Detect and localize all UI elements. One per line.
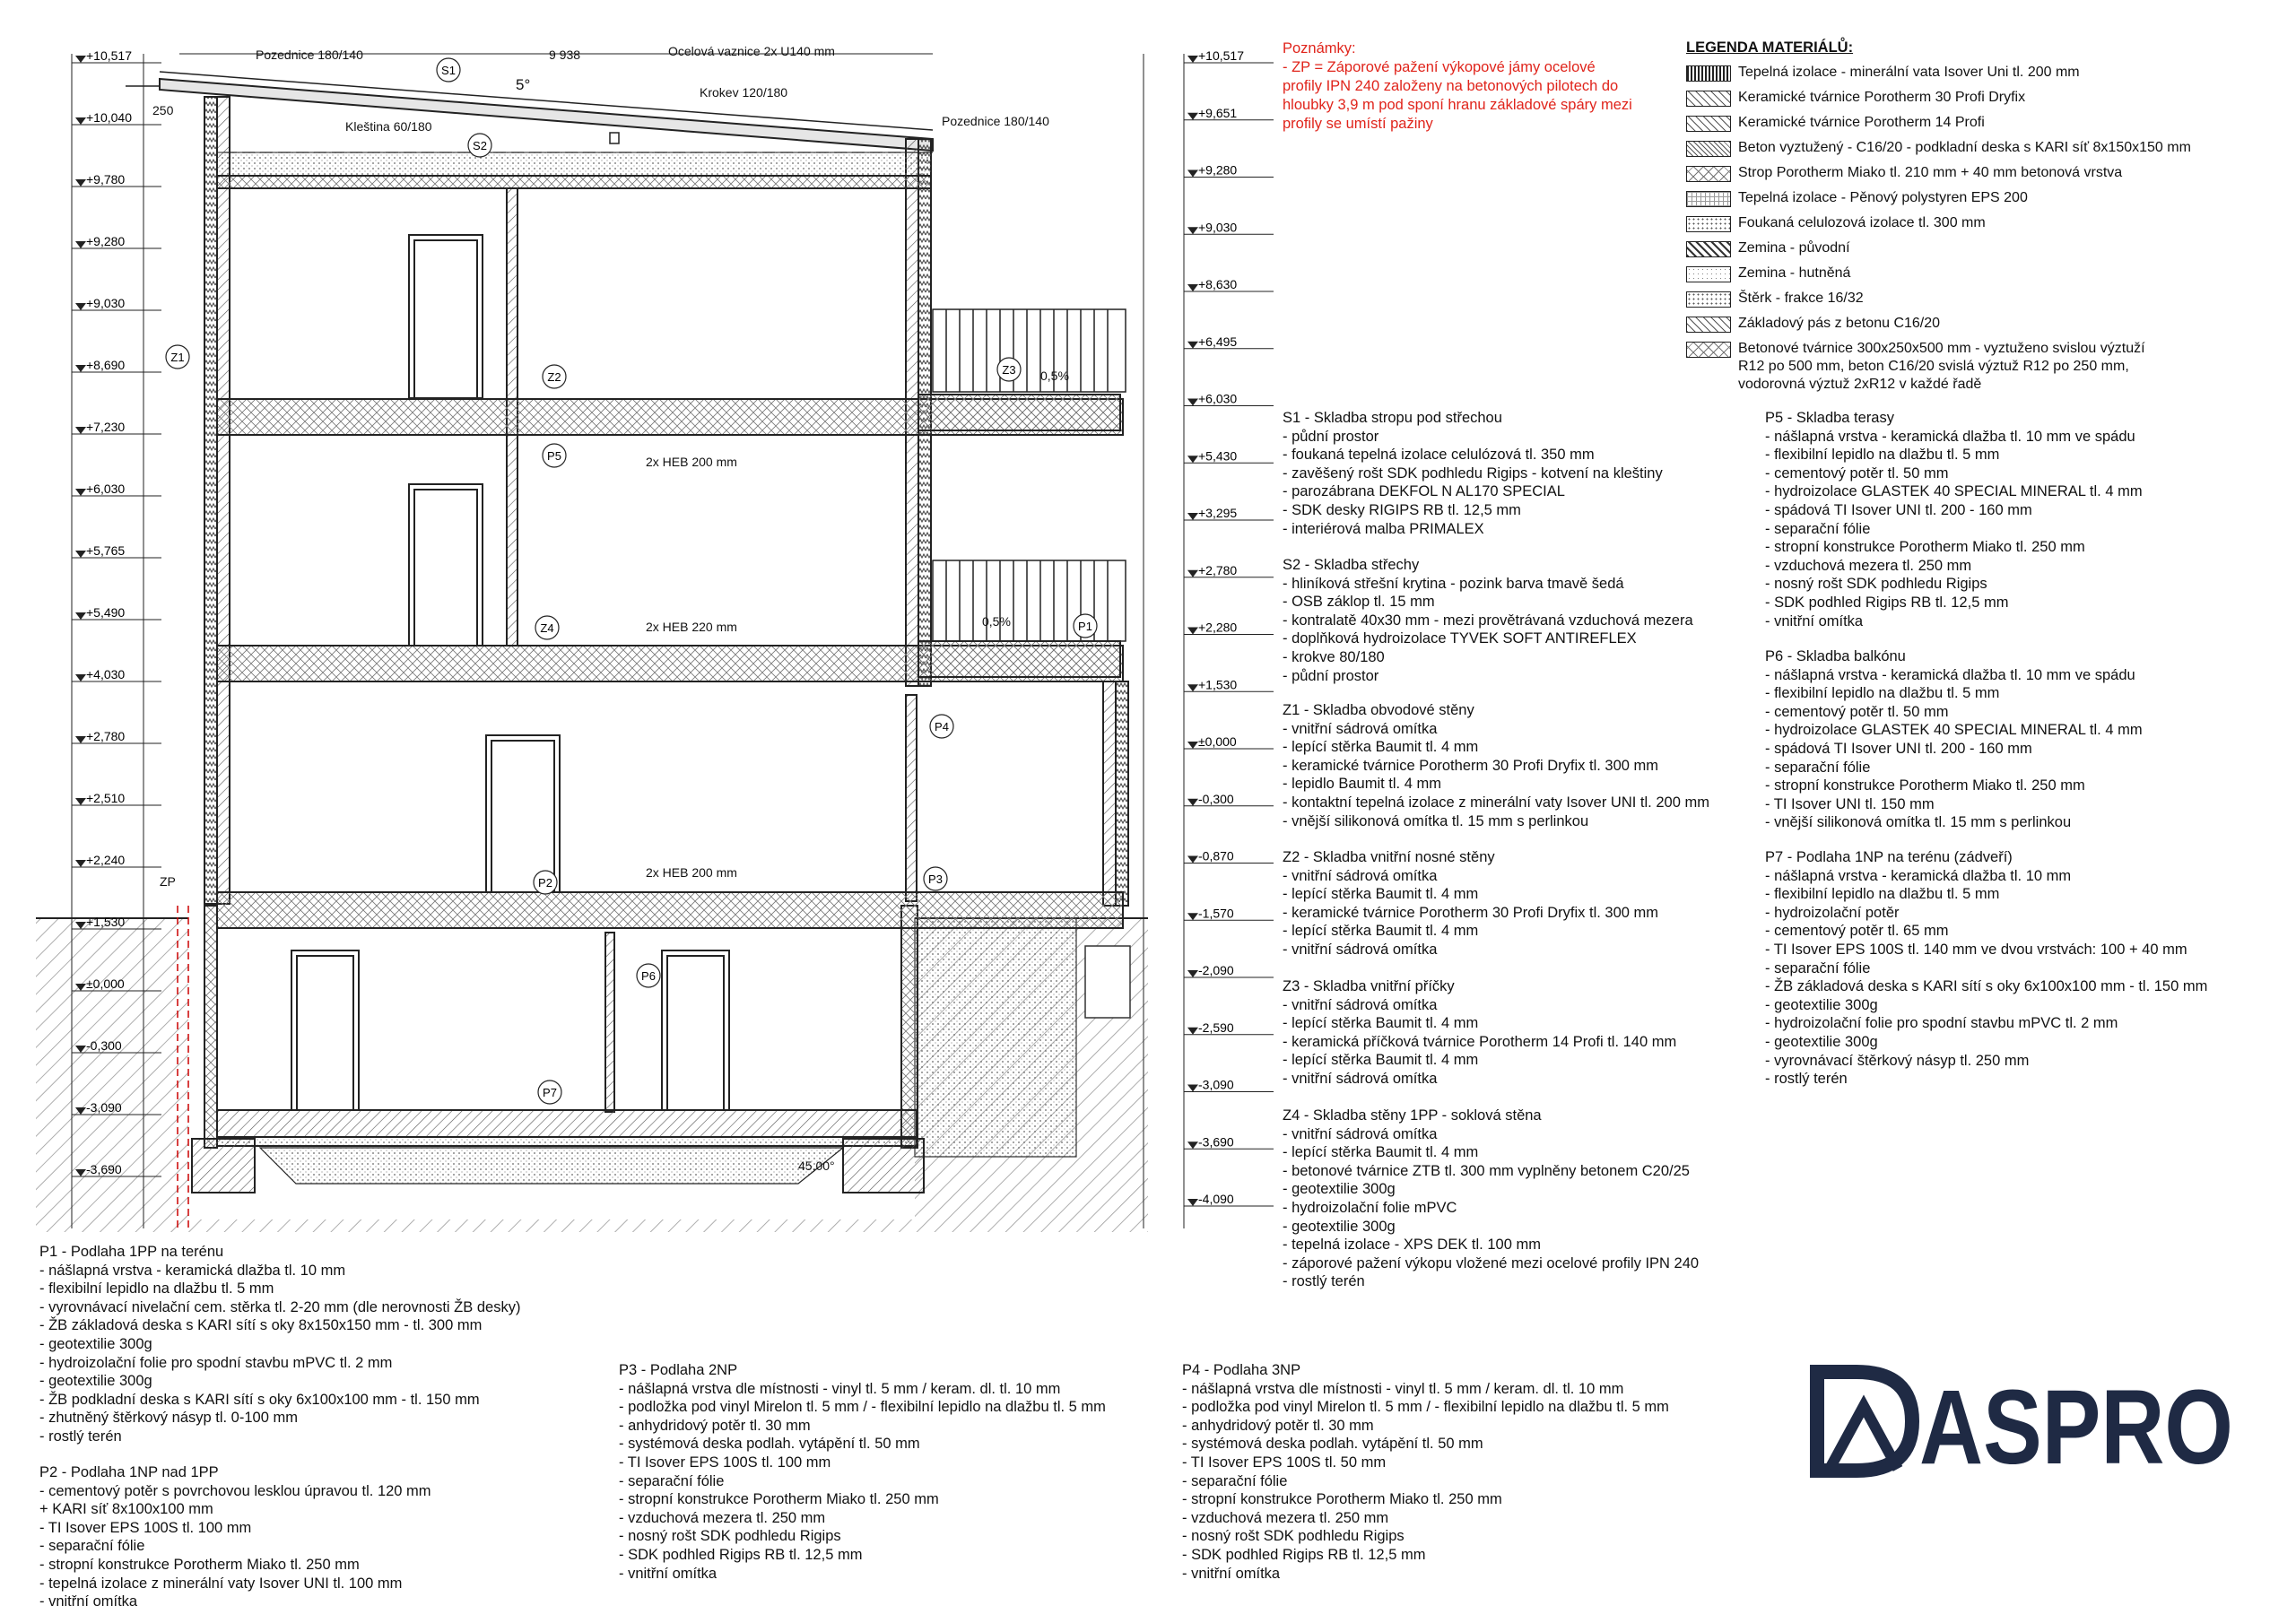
block-p3 [619,1361,1106,1583]
block-line: - nosný rošt SDK podhledu Rigips [1765,576,1987,593]
block-line: - lepidlo Baumit tl. 4 mm [1283,776,1441,793]
level-label: -3,090 [86,1100,122,1115]
level-label: -2,590 [1198,1020,1234,1035]
block-line: - nášlapná vrstva - keramická dlažba tl. 10 mm ve spádu [1765,428,2135,445]
level-triangle [1187,342,1198,349]
level-triangle [1187,742,1198,749]
block-line: - geotextilie 300g [1765,996,1878,1013]
block-line: - geotextilie 300g [39,1335,152,1352]
level-triangle [75,551,86,558]
label-klestina: Kleština 60/180 [345,119,432,134]
block-line: - separační fólie [619,1472,725,1489]
block-line: - betonové tvárnice ZTB tl. 300 mm vyplněny betonem C20/25 [1283,1162,1690,1179]
block-line: - spádová TI Isover UNI tl. 200 - 160 mm [1765,740,2032,757]
block-line: - separační fólie [1765,759,1871,776]
level-triangle [75,736,86,743]
materials-legend [1686,39,2278,394]
tag-label: P6 [641,969,656,983]
level-label: +9,651 [1198,105,1238,120]
block-p5 [1765,409,2143,630]
block-line: - stropní konstrukce Porotherm Miako tl. 250 mm [39,1556,360,1573]
notes-line-2: profily IPN 240 založeny na betonových pilotech do [1283,78,1619,94]
block-line: - parozábrana DEKFOL N AL170 SPECIAL [1283,483,1565,500]
block-p2 [39,1463,431,1611]
railings [933,309,1126,641]
level-triangle [1187,570,1198,577]
block-line: - tepelná izolace - XPS DEK tl. 100 mm [1283,1237,1541,1254]
level-triangle [1187,856,1198,864]
level-label: -3,090 [1198,1077,1234,1092]
legend-title: LEGENDA MATERIÁLŮ: [1686,39,1854,56]
block-line: - hydroizolační folie pro spodní stavbu mPVC tl. 2 mm [39,1354,393,1371]
block-line: - systémová deska podlah. vytápění tl. 50 mm [1182,1436,1483,1453]
block-line: - hliníková střešní krytina - pozink barva tmavě šedá [1283,575,1624,592]
block-title: P1 - Podlaha 1PP na terénu [39,1244,224,1260]
legend-label: Zemina - hutněná [1738,265,1851,281]
block-line: - cementový potěr tl. 50 mm [1765,464,1949,482]
block-line: - cementový potěr tl. 50 mm [1765,703,1949,720]
block-line: - keramické tvárnice Porotherm 30 Profi Dryfix tl. 300 mm [1283,904,1659,921]
legend-swatch [1686,216,1731,232]
block-line: - podložka pod vinyl Mirelon tl. 5 mm / - flexibilní lepidlo na dlažbu tl. 5 mm [619,1399,1106,1416]
block-line: - vyrovnávací štěrkový násyp tl. 250 mm [1765,1052,2030,1069]
block-title: P3 - Podlaha 2NP [619,1362,738,1378]
legend-swatch [1686,166,1731,182]
legend-item [1686,340,2278,394]
block-line: - kontaktní tepelná izolace z minerální vaty Isover UNI tl. 200 mm [1283,794,1709,811]
label-heb-2: 2x HEB 220 mm [646,620,737,634]
level-label: +6,030 [86,482,126,496]
tag-label: P4 [935,720,949,733]
tag-label: Z3 [1002,363,1016,377]
legend-label: Strop Porotherm Miako tl. 210 mm + 40 mm betonová vrstva [1738,165,2123,180]
block-line: - TI Isover EPS 100S tl. 50 mm [1182,1454,1387,1471]
block-line: - nášlapná vrstva - keramická dlažba tl. 10 mm [1765,867,2072,884]
block-line: - ŽB základová deska s KARI sítí s oky 6x100x100 mm - tl. 150 mm [1765,978,2208,995]
legend-item [1686,214,2278,232]
block-title: P7 - Podlaha 1NP na terénu (zádveří) [1765,849,2013,865]
level-label: +10,517 [1198,48,1244,63]
level-triangle [1187,1085,1198,1092]
legend-label: Základový pás z betonu C16/20 [1738,316,1941,331]
legend-item [1686,290,2278,308]
level-label: +2,510 [86,791,126,805]
level-label: +9,780 [86,172,126,187]
legend-label: Zemina - původní [1738,240,1850,256]
block-title: P4 - Podlaha 3NP [1182,1362,1301,1378]
block-line: - ŽB základová deska s KARI sítí s oky 8x150x150 mm - tl. 300 mm [39,1317,483,1334]
label-slope-bottom: 0,5% [982,614,1011,629]
block-line: - geotextilie 300g [39,1373,152,1390]
level-label: -0,300 [1198,791,1234,806]
notes-line-4: profily se umístí pažiny [1283,116,1433,132]
label-zp: ZP [160,874,176,889]
block-line: - hydroizolace GLASTEK 40 SPECIAL MINERAL tl. 4 mm [1765,722,2143,739]
level-triangle [1187,1028,1198,1035]
block-line: - nášlapná vrstva dle místnosti - vinyl tl. 5 mm / keram. dl. tl. 10 mm [619,1380,1061,1397]
block-line: - geotextilie 300g [1283,1181,1396,1198]
tag-label: P2 [538,876,552,890]
level-triangle [1187,799,1198,806]
block-line: - TI Isover EPS 100S tl. 100 mm [619,1454,831,1471]
level-triangle [1187,284,1198,291]
legend-swatch [1686,141,1731,157]
block-line: - flexibilní lepidlo na dlažbu tl. 5 mm [1765,447,2000,464]
daspro-logo [1812,1363,2242,1487]
block-z1 [1283,701,1709,830]
block-line: - krokve 80/180 [1283,648,1385,665]
tag-label: P5 [547,449,561,463]
block-line: - SDK podhled Rigips RB tl. 12,5 mm [1182,1546,1426,1563]
level-label: +5,430 [1198,448,1238,464]
legend-item [1686,89,2278,107]
block-title: Z3 - Skladba vnitřní příčky [1283,978,1455,994]
level-label: -4,090 [1198,1192,1234,1206]
level-triangle [75,427,86,434]
right-level-marks [1184,48,1274,1206]
block-line: - flexibilní lepidlo na dlažbu tl. 5 mm [1765,685,2000,702]
label-krokev: Krokev 120/180 [700,85,788,100]
level-label: +2,780 [1198,562,1238,577]
level-triangle [1187,456,1198,463]
block-line: - geotextilie 300g [1283,1218,1396,1235]
block-line: - nosný rošt SDK podhledu Rigips [1182,1528,1405,1545]
block-line: - hydroizolační folie pro spodní stavbu mPVC tl. 2 mm [1765,1015,2118,1032]
block-line: - ŽB podkladní deska s KARI sítí s oky 6x100x100 mm - tl. 150 mm [39,1391,480,1408]
tag-label: Z4 [540,621,554,635]
level-triangle [75,489,86,496]
level-label: -3,690 [1198,1134,1234,1150]
level-label: +8,690 [86,358,126,372]
block-line: - rostlý terén [39,1428,122,1445]
tag-label: S2 [473,139,487,152]
level-label: +10,517 [86,48,132,63]
level-label: +1,530 [86,915,126,929]
block-line: - půdní prostor [1283,428,1379,445]
block-title: S2 - Skladba střechy [1283,557,1420,573]
block-line: - vnitřní omítka [39,1593,138,1610]
level-triangle [1187,970,1198,977]
level-label: -3,690 [86,1162,122,1176]
block-title: P6 - Skladba balkónu [1765,648,1906,664]
level-label: +2,240 [86,853,126,867]
block-line: - OSB záklop tl. 15 mm [1283,594,1435,611]
level-triangle [1187,170,1198,178]
block-line: - vnitřní sádrová omítka [1283,996,1438,1013]
legend-item [1686,114,2278,132]
level-label: -0,870 [1198,848,1234,864]
level-label: +6,030 [1198,391,1238,406]
block-line: - cementový potěr s povrchovou lesklou úpravou tl. 120 mm [39,1482,431,1499]
legend-swatch [1686,91,1731,107]
legend-swatch [1686,342,1731,358]
block-line: - separační fólie [39,1538,145,1555]
level-label: -0,300 [86,1038,122,1053]
block-line: - podložka pod vinyl Mirelon tl. 5 mm / - flexibilní lepidlo na dlažbu tl. 5 mm [1182,1399,1669,1416]
block-line: - TI Isover EPS 100S tl. 140 mm ve dvou vrstvách: 100 + 40 mm [1765,941,2187,958]
building-section-drawing [0,0,1274,1237]
legend-swatch [1686,116,1731,132]
level-label: +1,530 [1198,677,1238,692]
block-line: - vnější silikonová omítka tl. 15 mm s perlinkou [1283,812,1589,829]
block-line: - stropní konstrukce Porotherm Miako tl. 250 mm [1765,777,2085,794]
block-line: - keramická příčková tvárnice Porotherm 14 Profi tl. 140 mm [1283,1033,1677,1050]
block-line: - rostlý terén [1765,1071,1848,1088]
block-line: - foukaná tepelná izolace celulózová tl. 350 mm [1283,447,1595,464]
tag-label: Z1 [170,351,185,364]
level-triangle [1187,113,1198,120]
block-z2 [1283,848,1658,959]
block-line: - SDK podhled Rigips RB tl. 12,5 mm [619,1546,863,1563]
block-line: - vnější silikonová omítka tl. 15 mm s perlinkou [1765,814,2072,831]
block-p1 [39,1243,520,1446]
level-label: +7,230 [86,420,126,434]
block-line: - půdní prostor [1283,667,1379,684]
label-roof-angle: 5° [516,76,531,93]
block-title: Z1 - Skladba obvodové stěny [1283,702,1474,718]
level-triangle [75,179,86,187]
tag-label: Z2 [547,370,561,384]
level-label: +9,030 [86,296,126,310]
level-label: +6,495 [1198,334,1238,349]
tag-label: S1 [441,64,456,77]
block-line: - zavěšený rošt SDK podhledu Rigips - kotvení na kleštiny [1283,464,1663,482]
block-line: - keramické tvárnice Porotherm 30 Profi Dryfix tl. 300 mm [1283,757,1659,774]
notes-line-3: hloubky 3,9 m pod sponí hranu základové spáry mezi [1283,97,1632,113]
label-slope-top: 0,5% [1040,369,1069,383]
block-line: - vzduchová mezera tl. 250 mm [1765,557,1972,574]
label-vaznice: Ocelová vaznice 2x U140 mm [668,44,835,58]
block-line: - lepící stěrka Baumit tl. 4 mm [1283,1015,1479,1032]
legend-item [1686,189,2278,207]
level-label: -1,570 [1198,906,1234,921]
level-triangle [75,56,86,63]
block-line: - vnitřní sádrová omítka [1283,720,1438,737]
block-line: - vnitřní sádrová omítka [1283,941,1438,958]
level-triangle [1187,1141,1198,1149]
block-title: Z2 - Skladba vnitřní nosné stěny [1283,849,1495,865]
block-title: P2 - Podlaha 1NP nad 1PP [39,1464,219,1480]
block-p4 [1182,1361,1669,1583]
tag-label: P3 [928,872,943,886]
notes-line-1: - ZP = Záporové pažení výkopové jámy ocelové [1283,59,1596,75]
level-label: +2,780 [86,729,126,743]
block-line: - kontralatě 40x30 mm - mezi provětrávaná vzduchová mezera [1283,612,1693,629]
block-line: - lepící stěrka Baumit tl. 4 mm [1283,923,1479,940]
block-line: - flexibilní lepidlo na dlažbu tl. 5 mm [1765,886,2000,903]
legend-label: Keramické tvárnice Porotherm 14 Profi [1738,115,1985,130]
block-title: P5 - Skladba terasy [1765,410,1894,426]
block-line: - vnitřní sádrová omítka [1283,1070,1438,1087]
block-line: - nášlapná vrstva - keramická dlažba tl. 10 mm ve spádu [1765,666,2135,683]
legend-label: Tepelná izolace - minerální vata Isover Uni tl. 200 mm [1738,65,2080,80]
block-line: - lepící stěrka Baumit tl. 4 mm [1283,886,1479,903]
level-triangle [1187,513,1198,520]
label-250: 250 [152,103,174,117]
block-line: - vzduchová mezera tl. 250 mm [1182,1509,1389,1526]
level-triangle [1187,399,1198,406]
level-triangle [75,612,86,620]
notes-title: Poznámky: [1283,40,1356,56]
block-line: - separační fólie [1182,1472,1288,1489]
block-line: - TI Isover UNI tl. 150 mm [1765,795,1935,812]
level-label: +5,765 [86,543,126,558]
level-triangle [1187,56,1198,63]
level-triangle [1187,913,1198,920]
label-heb-1: 2x HEB 200 mm [646,455,737,469]
legend-item [1686,139,2278,157]
block-line: - stropní konstrukce Porotherm Miako tl. 250 mm [1182,1491,1502,1508]
daspro-logo-mark [1812,1363,2242,1487]
block-line: - lepící stěrka Baumit tl. 4 mm [1283,1052,1479,1069]
block-line: - hydroizolace GLASTEK 40 SPECIAL MINERAL tl. 4 mm [1765,483,2143,500]
block-line: - SDK desky RIGIPS RB tl. 12,5 mm [1283,501,1521,518]
legend-label: Beton vyztužený - C16/20 - podkladní deska s KARI síť 8x150x150 mm [1738,140,2191,155]
block-line: - vyrovnávací nivelační cem. stěrka tl. 2-20 mm (dle nerovnosti ŽB desky) [39,1298,521,1315]
level-triangle [75,798,86,805]
block-p6 [1765,647,2143,832]
legend-swatch [1686,291,1731,308]
level-triangle [1187,227,1198,234]
block-title: S1 - Skladba stropu pod střechou [1283,410,1502,426]
level-triangle [75,365,86,372]
level-label: +3,295 [1198,506,1238,520]
level-label: -2,090 [1198,963,1234,977]
legend-swatch [1686,65,1731,82]
notes-block [1283,39,1677,134]
block-line: - nášlapná vrstva dle místnosti - vinyl tl. 5 mm / keram. dl. tl. 10 mm [1182,1380,1624,1397]
block-line: - zhutněný štěrkový násyp tl. 0-100 mm [39,1410,298,1427]
block-line: - záporové pažení výkopu vložené mezi ocelové profily IPN 240 [1283,1254,1700,1271]
block-line: - vzduchová mezera tl. 250 mm [619,1509,826,1526]
level-label: +4,030 [86,667,126,681]
block-line: - anhydridový potěr tl. 30 mm [1182,1417,1374,1434]
block-line: - tepelná izolace z minerální vaty Isover UNI tl. 100 mm [39,1575,403,1592]
level-label: +9,030 [1198,220,1238,235]
legend-label: Betonové tvárnice 300x250x500 mm - vyztuženo svislou výztuží R12 po 500 mm, beton C16/20 svislá výztuž R12 po 250 mm, vodorovná výztuž 2xR12 v každé řadě [1738,341,2145,392]
label-angle: 45,00° [798,1159,835,1173]
legend-item [1686,64,2278,82]
level-triangle [1187,628,1198,635]
tag-label: P1 [1078,620,1092,633]
block-line: - TI Isover EPS 100S tl. 100 mm [39,1519,252,1536]
block-line: - vnitřní omítka [1765,612,1864,629]
block-line: - geotextilie 300g [1765,1033,1878,1050]
legend-label: Foukaná celulozová izolace tl. 300 mm [1738,215,1986,230]
block-line: - cementový potěr tl. 65 mm [1765,923,1949,940]
block-line: - separační fólie [1765,959,1871,976]
block-line: - systémová deska podlah. vytápění tl. 50 mm [619,1436,920,1453]
label-pozednice-right: Pozednice 180/140 [942,114,1049,128]
block-z4 [1283,1107,1699,1291]
block-p7 [1765,848,2207,1089]
legend-swatch [1686,241,1731,257]
level-triangle [1187,1199,1198,1206]
level-triangle [75,117,86,125]
block-line: - nosný rošt SDK podhledu Rigips [619,1528,841,1545]
level-triangle [75,674,86,681]
level-label: +2,280 [1198,620,1238,635]
level-label: ±0,000 [86,976,125,991]
level-label: +9,280 [86,234,126,248]
block-line: - rostlý terén [1283,1273,1365,1290]
level-label: +8,630 [1198,277,1238,291]
block-line: - vnitřní sádrová omítka [1283,1125,1438,1142]
block-line: - spádová TI Isover UNI tl. 200 - 160 mm [1765,501,2032,518]
block-line: - vnitřní omítka [1182,1565,1281,1582]
label-heb-3: 2x HEB 200 mm [646,865,737,880]
legend-label: Tepelná izolace - Pěnový polystyren EPS 200 [1738,190,2028,205]
legend-label: Štěrk - frakce 16/32 [1738,291,1864,306]
level-triangle [75,860,86,867]
block-line: - lepící stěrka Baumit tl. 4 mm [1283,1144,1479,1161]
block-line: - flexibilní lepidlo na dlažbu tl. 5 mm [39,1280,274,1298]
legend-swatch [1686,317,1731,333]
legend-item [1686,315,2278,333]
block-s1 [1283,409,1663,538]
block-line: - stropní konstrukce Porotherm Miako tl. 250 mm [619,1491,939,1508]
level-triangle [75,241,86,248]
legend-item [1686,239,2278,257]
legend-label: Keramické tvárnice Porotherm 30 Profi Dryfix [1738,90,2026,105]
block-line: - doplňková hydroizolace TYVEK SOFT ANTIREFLEX [1283,630,1637,647]
legend-item [1686,164,2278,182]
block-line: - separační fólie [1765,520,1871,537]
legend-swatch [1686,191,1731,207]
block-line: - vnitřní sádrová omítka [1283,867,1438,884]
block-line: - hydroizolační folie mPVC [1283,1199,1457,1216]
block-line: - lepící stěrka Baumit tl. 4 mm [1283,739,1479,756]
block-title: Z4 - Skladba stěny 1PP - soklová stěna [1283,1107,1542,1124]
block-line: - stropní konstrukce Porotherm Miako tl. 250 mm [1765,539,2085,556]
block-s2 [1283,556,1693,685]
level-triangle [75,303,86,310]
level-label: +10,040 [86,110,132,125]
label-roof-width: 9 938 [549,48,581,62]
legend-swatch [1686,266,1731,282]
label-pozednice-left: Pozednice 180/140 [256,48,363,62]
logo-text: ASPRO [1919,1368,2233,1487]
block-z3 [1283,977,1676,1089]
level-label: +5,490 [86,605,126,620]
legend-item [1686,265,2278,282]
block-line: - SDK podhled Rigips RB tl. 12,5 mm [1765,594,2009,611]
block-line: - vnitřní omítka [619,1565,718,1582]
block-line: - interiérová malba PRIMALEX [1283,520,1484,537]
block-line: - anhydridový potěr tl. 30 mm [619,1417,811,1434]
block-line: + KARI síť 8x100x100 mm [39,1501,213,1518]
tag-label: P7 [543,1086,557,1099]
block-line: - nášlapná vrstva - keramická dlažba tl. 10 mm [39,1262,346,1279]
level-label: ±0,000 [1198,734,1237,749]
level-label: +9,280 [1198,162,1238,178]
level-triangle [1187,684,1198,691]
block-line: - hydroizolační potěr [1765,904,1900,921]
